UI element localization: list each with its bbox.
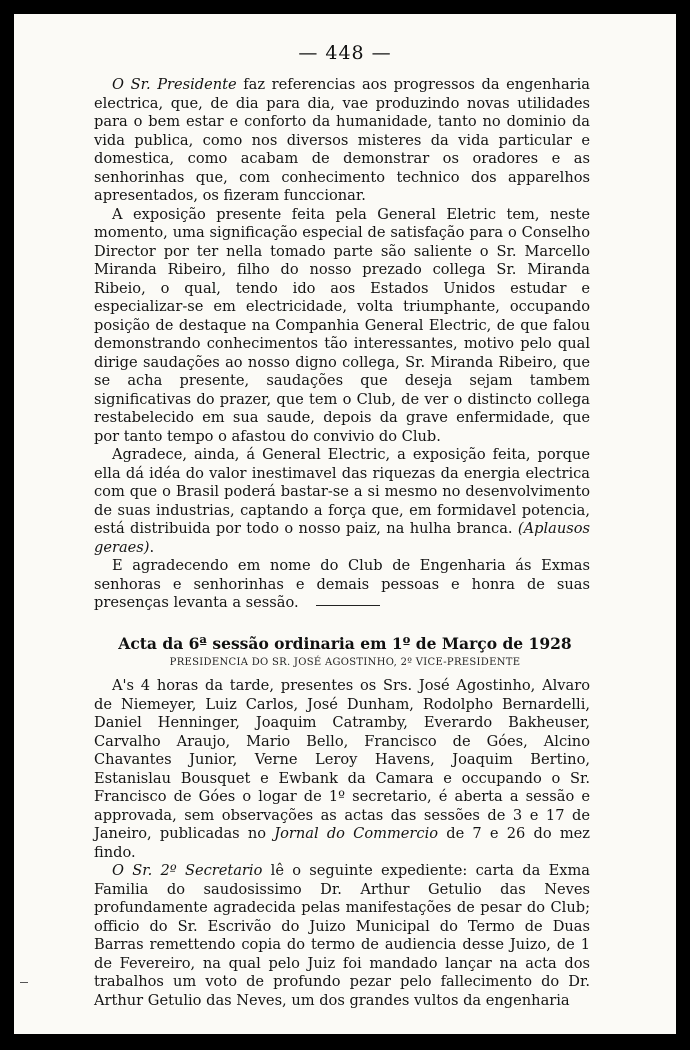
section-subheading: PRESIDENCIA DO SR. JOSÉ AGOSTINHO, 2º VICE-PRESIDENTE [169,657,521,668]
paragraph-thanks-ge [94,446,590,557]
paragraph-president-remarks [94,76,590,206]
paragraph-expediente [94,862,590,1010]
margin-mark [20,982,28,983]
minutes-body [94,677,590,1010]
page-number: — 448 — [298,42,392,64]
paragraph-exposition: A exposição presente feita pela General Eletric tem, neste momento, uma significação especial de satisfação para o Conselho Director por ter nella tomado parte são saliente o Sr. Marcello Miranda Ribeiro, filho do nosso prezado collega Sr. Miranda Ribeio, o qual, tendo ido aos Estados Unidos estudar e especializar-se em electricidade, volta triumphante, occupando posição de destaque na Companhia General Electric, de que falou demonstrando conhecimentos tão interessantes, motivo pelo qual dirige saudações ao nosso digno collega, Sr. Miranda Ribeiro, que se acha presente, saudações que deseja sejam tambem significativas do prazer, que tem o Club, de ver o distincto collega restabelecido em sua saude, depois da grave enfermidade, que por tanto tempo o afastou do convivio do Club. [94,205,590,445]
paragraph-text: A's 4 horas da tarde, presentes os Srs. José Agostinho, Alvaro de Niemeyer, Luiz Carlos, José Dunham, Rodolpho Bernardelli, Daniel Henninger, Joaquim Catramby, Everardo Bakheuser, Carvalho Araujo, Mario Bello, Francisco de Góes, Alcino Chavantes Junior, Verne Leroy Havens, Joaquim Bertino, Estanislau Bousquet e Ewbank da Camara e occupando o Sr. Francisco de Góes o logar de 1º secretario, é aberta a sessão e approvada, sem observações as actas das sessões de 3 e 17 de Janeiro, publicadas no [94,677,590,842]
paragraph-text: lê o seguinte expediente: carta da Exma Familia do saudosissimo Dr. Arthur Getulio das Neves profundamente agradecida pelas manifestações de pesar do Club; officio do Sr. Escrivão do Juizo Municipal do Termo de Duas Barras remettendo copia do termo de audiencia desse Juizo, de 1 de Fevereiro, na qual pelo Juiz foi mandado lançar na acta dos trabalhos um voto de profundo pezar pelo fallecimento do Dr. Arthur Getulio das Neves, um dos grandes vultos da engenharia [94,862,591,1009]
section-divider [316,605,380,606]
paragraph-text: Agradece, ainda, á General Electric, a exposição feita, porque ella dá idéa do valor inestimavel das riquezas da energia electrica com que o Brasil poderá bastar-se a si mesmo no desenvolvimento de suas industrias, captando a força que, em formidavel potencia, está distribuida por todo o nosso paiz, na hulha branca. [94,446,590,537]
section-heading: Acta da 6ª sessão ordinaria em 1º de Março de 1928 [118,634,572,653]
period: . [149,538,155,556]
speaker-president: O Sr. Presidente [112,76,237,93]
paragraph-closing: E agradecendo em nome do Club de Engenharia ás Exmas senhoras e senhorinhas e demais pessoas e honra de suas presenças levanta a sessão. [94,557,590,611]
speaker-secretary: O Sr. 2º Secretario [112,862,263,879]
document-page [14,14,676,1034]
paragraph-text: faz referencias aos progressos da engenharia electrica, que, de dia para dia, vae produzindo novas utilidades para o bem estar e conforto da humanidade, tanto no dominio da vida publica, como nos diversos misteres da vida particular e domestica, como acabam de demonstrar os oradores e as senhorinhas que, com conhecimento technico dos apparelhos apresentados, os fizeram funccionar. [94,76,591,204]
paragraph-text-end: de 7 e 26 do mez findo. [94,825,590,861]
paragraph-attendance [94,677,590,862]
closing-remarks [94,76,590,613]
applause-note: (Aplausos geraes) [94,520,590,556]
journal-title: Jornal do Commercio [274,825,439,842]
